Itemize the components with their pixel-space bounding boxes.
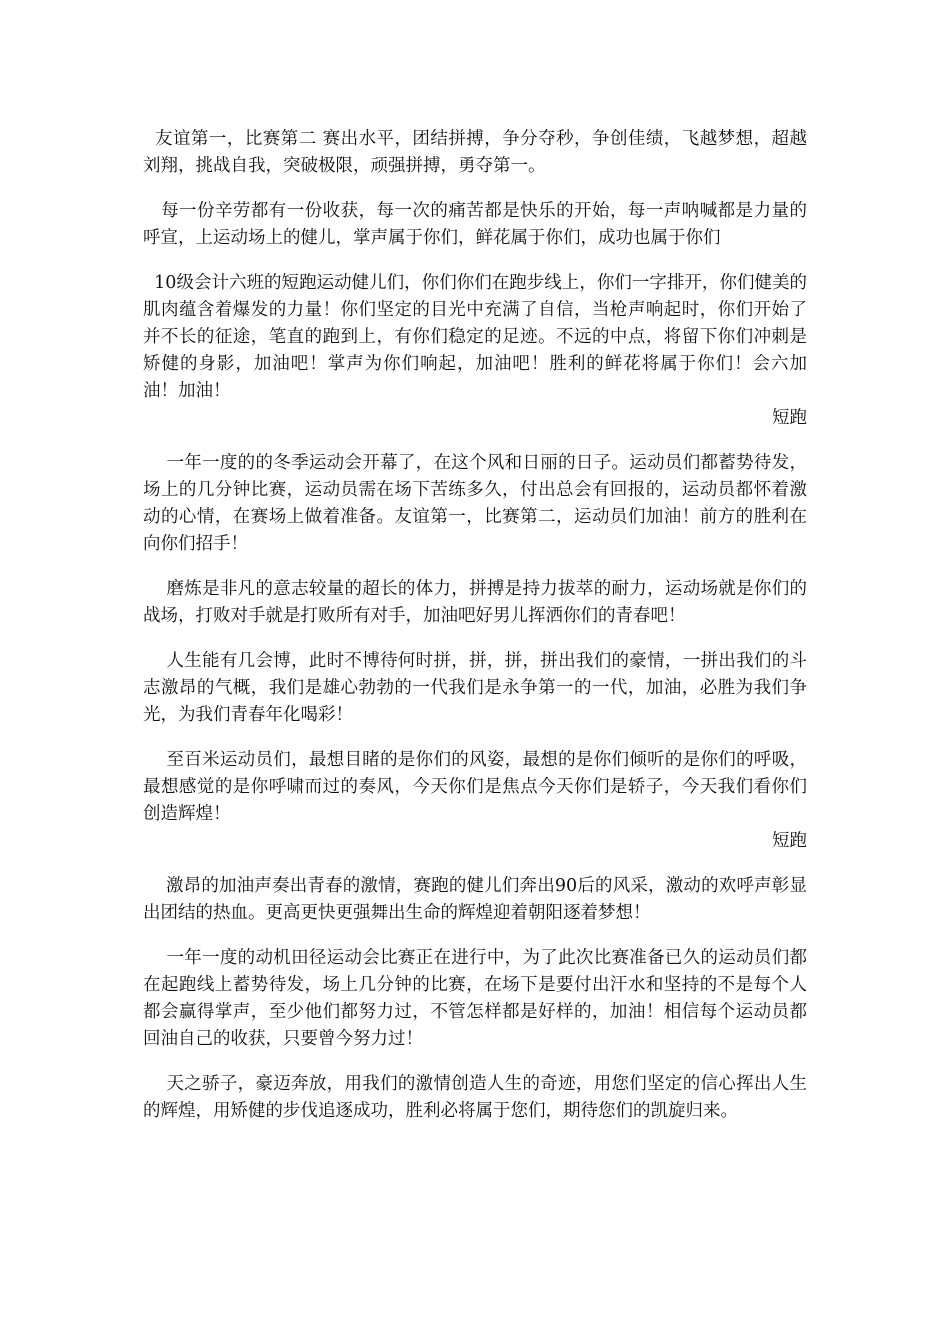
paragraph-proud-youth: 天之骄子，豪迈奔放，用我们的激情创造人生的奇迹，用您们坚定的信心挥出人生的辉煌，用矫健的步伐追逐成功，胜利必将属于您们，期待您们的凯旋归来。 — [143, 1074, 807, 1121]
paragraph-track-field: 一年一度的动机田径运动会比赛正在进行中，为了此次比赛准备已久的运动员们都在起跑线上蓄势待发，场上几分钟的比赛，在场下是要付出汗水和坚持的不是每个人都会赢得掌声，至少他们都努力过，不管怎样都是好样的，加油！相信每个运动员都回油自己的收获，只要曾今努力过！ — [143, 948, 807, 1049]
signature-sprint-1: 短跑 — [772, 408, 807, 428]
signature-sprint-2: 短跑 — [772, 831, 807, 851]
paragraph-friendship: 友谊第一，比赛第二 赛出水平，团结拼搏，争分夺秒，争创佳绩，飞越梦想，超越刘翔，挑战自我，突破极限，顽强拼搏，勇夺第一。 — [143, 129, 807, 176]
document-body — [143, 118, 807, 1125]
paragraph-hard-work: 每一份辛劳都有一份收获，每一次的痛苦都是快乐的开始，每一声呐喊都是力量的呼宣，上运动场上的健儿，掌声属于你们，鲜花属于你们，成功也属于你们 — [143, 201, 807, 248]
paragraph-life-struggle: 人生能有几会博，此时不博待何时拼，拼，拼，拼出我们的豪情，一拼出我们的斗志激昂的气概，我们是雄心勃勃的一代我们是永争第一的一代，加油，必胜为我们争光，为我们青春年化喝彩！ — [143, 651, 807, 725]
paragraph-tempering: 磨炼是非凡的意志较量的超长的体力，拼搏是持力拔萃的耐力，运动场就是你们的战场，打败对手就是打败所有对手，加油吧好男儿挥洒你们的青春吧！ — [143, 579, 807, 626]
paragraph-class-sprinters: 10级会计六班的短跑运动健儿们，你们你们在跑步线上，你们一字排开，你们健美的肌肉蕴含着爆发的力量！你们坚定的目光中充满了自信，当枪声响起时，你们开始了并不长的征途，笔直的跑到上，有你们稳定的足迹。不远的中点，将留下你们冲刺是矫健的身影，加油吧！掌声为你们响起，加油吧！胜利的鲜花将属于你们！会六加油！加油！ — [143, 273, 807, 401]
paragraph-winter-games: 一年一度的的冬季运动会开幕了，在这个风和日丽的日子。运动员们都蓄势待发，场上的几分钟比赛，运动员需在场下苦练多久，付出总会有回报的，运动员都怀着激动的心情，在赛场上做着准备。友谊第一，比赛第二，运动员们加油！前方的胜利在向你们招手！ — [143, 453, 807, 554]
paragraph-cheering: 激昂的加油声奏出青春的激情，赛跑的健儿们奔出90后的风采，激动的欢呼声彰显出团结的热血。更高更快更强舞出生命的辉煌迎着朝阳逐着梦想！ — [143, 876, 807, 923]
paragraph-100m-athletes: 至百米运动员们，最想目睹的是你们的风姿，最想的是你们倾听的是你们的呼吸，最想感觉的是你呼啸而过的奏风，今天你们是焦点今天你们是轿子，今天我们看你们创造辉煌！ — [143, 750, 807, 824]
